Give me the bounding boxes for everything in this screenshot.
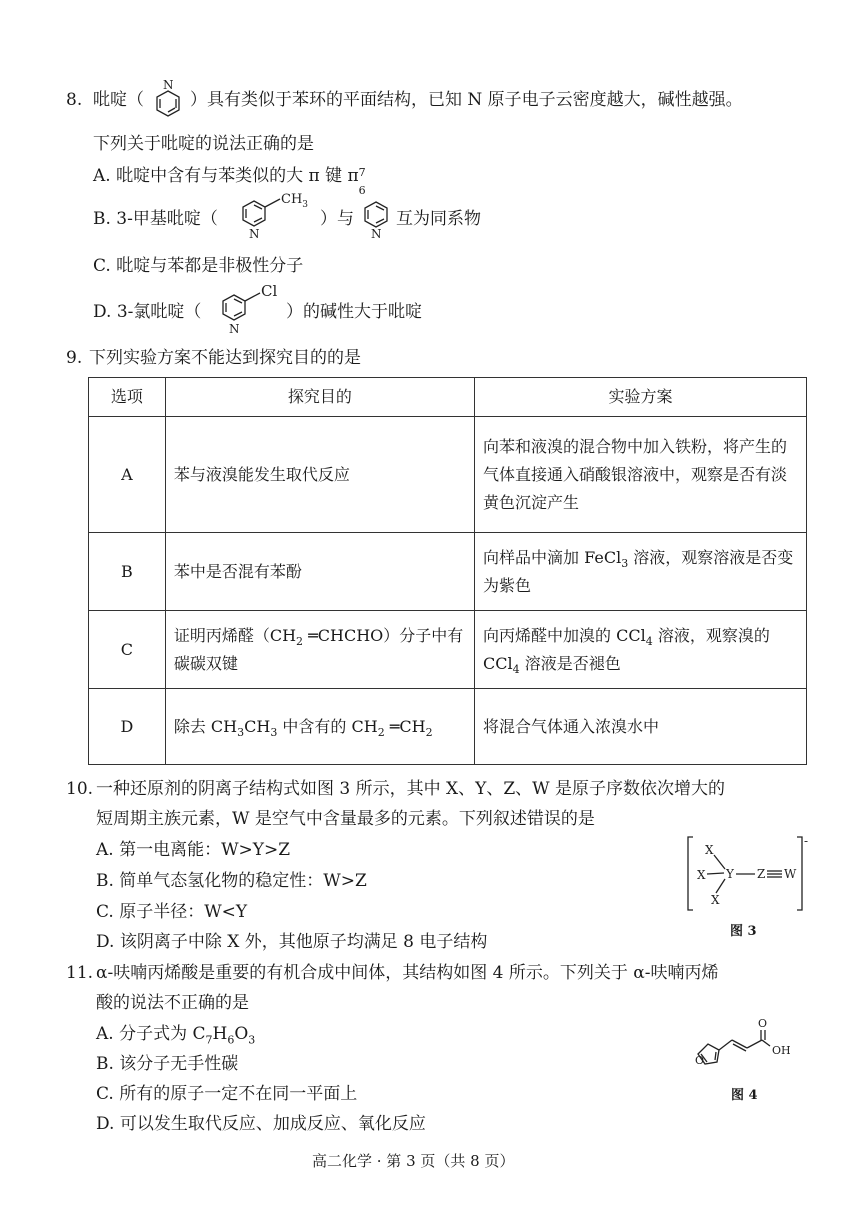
- q10-option-b: B. 简单气态氢化物的稳定性：W>Z: [96, 871, 367, 891]
- methyl-label: $CH_3$: [281, 192, 309, 210]
- hydroxyl-label: OH: [772, 1044, 791, 1057]
- figure-3-caption: 图 3: [730, 924, 757, 939]
- table-header: 选项: [89, 378, 166, 417]
- q10-number: 10.: [66, 779, 94, 799]
- table-header: 实验方案: [475, 378, 807, 417]
- methylpyridine-structure: [232, 188, 322, 243]
- atom-z-label: Z: [757, 867, 766, 881]
- atom-n-label: N: [371, 227, 382, 241]
- q11-stem-line1: α-呋喃丙烯酸是重要的有机合成中间体，其结构如图 4 所示。下列关于 α-呋喃丙烯: [96, 963, 719, 983]
- plan-cell: 向苯和液溴的混合物中加入铁粉，将产生的气体直接通入硝酸银溶液中，观察是否有淡黄色沉淀产生: [475, 417, 807, 533]
- q11-option-c: C. 所有的原子一定不在同一平面上: [96, 1084, 358, 1104]
- q8-option-b-mid: ）与: [320, 209, 354, 229]
- q11-number: 11.: [66, 963, 94, 983]
- purpose-cell: 苯中是否混有苯酚: [165, 533, 474, 611]
- atom-w-label: W: [784, 867, 797, 881]
- q8-stem-end: ）具有类似于苯环的平面结构，已知 N 原子电子云密度越大，碱性越强。: [190, 90, 743, 110]
- option-cell: C: [89, 611, 166, 689]
- pyridine-structure: [354, 194, 398, 244]
- atom-x-label: X: [711, 893, 720, 907]
- plan-cell: 向丙烯醛中加溴的 CCl$_4$ 溶液，观察溴的 CCl$_4$ 溶液是否褪色: [475, 611, 807, 689]
- purpose-cell: 证明丙烯醛（$CH_2$ ═CHCHO）分子中有碳碳双键: [165, 611, 474, 689]
- q11-option-d: D. 可以发生取代反应、加成反应、氧化反应: [96, 1114, 426, 1134]
- purpose-cell: 苯与液溴能发生取代反应: [165, 417, 474, 533]
- page-footer: 高二化学 · 第 3 页（共 8 页）: [312, 1152, 515, 1170]
- q10-option-a: A. 第一电离能：W>Y>Z: [96, 840, 291, 860]
- atom-n-label: N: [249, 227, 260, 241]
- q10-stem-line2: 短周期主族元素，W 是空气中含量最多的元素。下列叙述错误的是: [96, 809, 595, 829]
- q11-stem-line2: 酸的说法不正确的是: [96, 993, 249, 1013]
- table-header: 探究目的: [165, 378, 474, 417]
- q8-stem-start: 吡啶（: [93, 90, 144, 110]
- q11-option-a: A. 分子式为 $C_7H_6O_3$: [96, 1024, 256, 1047]
- option-cell: A: [89, 417, 166, 533]
- figure-3-anion-structure: [685, 833, 810, 915]
- pyridine-structure: [146, 79, 190, 123]
- atom-y-label: Y: [726, 867, 734, 881]
- chloropyridine-structure: [212, 279, 288, 337]
- atom-x-label: X: [697, 868, 706, 882]
- plan-cell: 将混合气体通入浓溴水中: [475, 689, 807, 765]
- table-row: [89, 689, 807, 765]
- experiment-table: [88, 377, 807, 765]
- charge-label: -: [804, 834, 809, 848]
- q8-option-b-start: B. 3-甲基吡啶（: [93, 209, 218, 229]
- table-header-row: [89, 378, 807, 417]
- q10-stem-line1: 一种还原剂的阴离子结构式如图 3 所示，其中 X、Y、Z、W 是原子序数依次增大的: [96, 779, 726, 799]
- table-row: [89, 611, 807, 689]
- plan-cell: 向样品中滴加 FeCl$_3$ 溶液，观察溶液是否变为紫色: [475, 533, 807, 611]
- q8-number: 8.: [66, 90, 83, 110]
- q10-option-d: D. 该阴离子中除 X 外，其他原子均满足 8 电子结构: [96, 932, 488, 952]
- chlorine-label: Cl: [261, 282, 278, 300]
- atom-o-label: O: [695, 1054, 705, 1067]
- figure-4-caption: 图 4: [731, 1088, 758, 1103]
- atom-n-label: N: [229, 322, 240, 336]
- option-cell: B: [89, 533, 166, 611]
- q8-option-d-end: ）的碱性大于吡啶: [286, 302, 422, 322]
- atom-o-label: O: [758, 1017, 768, 1030]
- q9-stem: 下列实验方案不能达到探究目的的是: [89, 348, 361, 368]
- q11-option-b: B. 该分子无手性碳: [96, 1054, 239, 1074]
- figure-4-furylacrylic-acid-structure: [688, 1016, 813, 1076]
- q9-number: 9.: [66, 348, 83, 368]
- q10-option-c: C. 原子半径：W<Y: [96, 902, 248, 922]
- q8-option-b-end: 互为同系物: [396, 209, 481, 229]
- option-cell: D: [89, 689, 166, 765]
- table-row: [89, 417, 807, 533]
- atom-n-label: N: [163, 78, 174, 92]
- q8-stem-line2: 下列关于吡啶的说法正确的是: [93, 134, 314, 154]
- q8-option-d-start: D. 3-氯吡啶（: [93, 302, 202, 322]
- table-row: [89, 533, 807, 611]
- q8-option-a: A. 吡啶中含有与苯类似的大 π 键 π 7 6: [93, 166, 366, 197]
- purpose-cell: 除去 $CH_3CH_3$ 中含有的 $CH_2$ $═CH_2$: [165, 689, 474, 765]
- atom-x-label: X: [705, 843, 714, 857]
- q8-option-c: C. 吡啶与苯都是非极性分子: [93, 256, 304, 276]
